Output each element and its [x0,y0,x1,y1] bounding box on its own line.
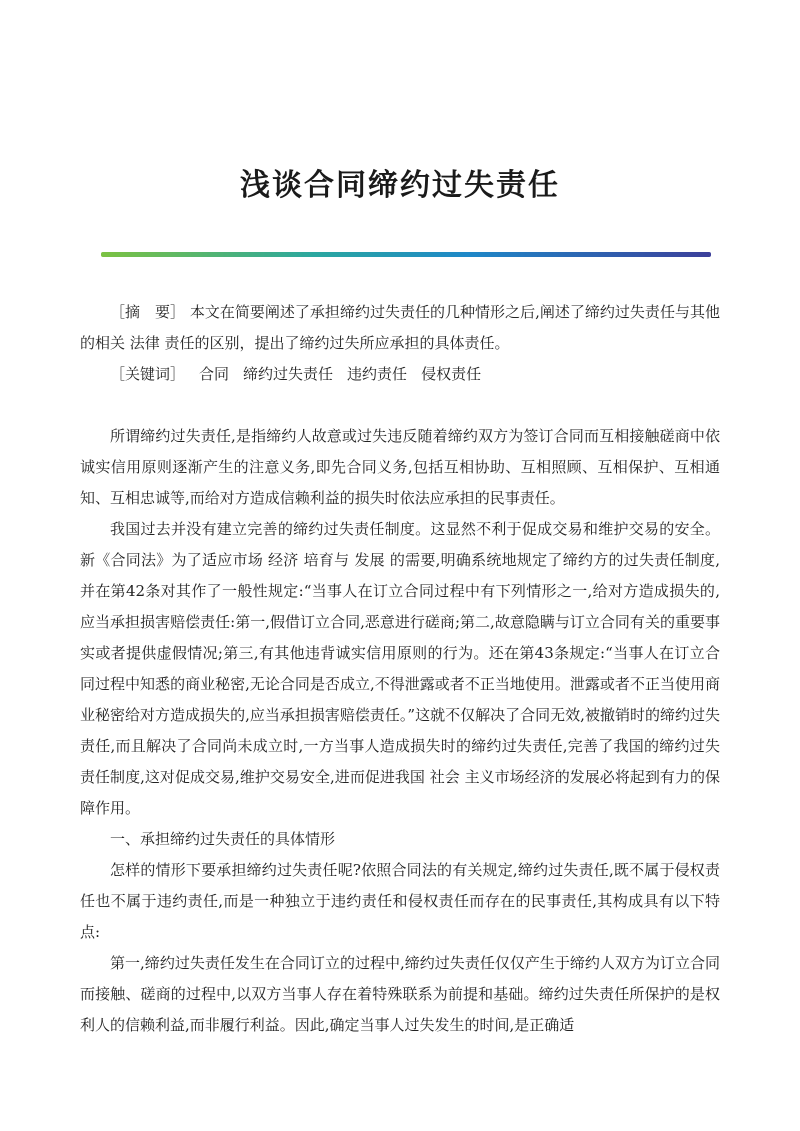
keyword-item: 合同 [199,365,230,383]
keywords [80,359,720,390]
keywords-label: ［关键词］ [110,365,186,383]
spacer [80,390,720,421]
document-title: 浅谈合同缔约过失责任 [240,168,560,203]
title-divider [101,252,711,257]
paragraph: 所谓缔约过失责任,是指缔约人故意或过失违反随着缔约双方为签订合同而互相接触磋商中依诚实信用原则逐渐产生的注意义务,即先合同义务,包括互相协助、互相照顾、互相保护、互相通知、互相忠诚等,而给对方造成信赖利益的损失时依法应承担的民事责任。 [80,427,720,507]
paragraph: 第一,缔约过失责任发生在合同订立的过程中,缔约过失责任仅仅产生于缔约人双方为订立合同而接触、磋商的过程中,以双方当事人存在着特殊联系为前提和基础。缔约过失责任所保护的是权利人的信赖利益,而非履行利益。因此,确定当事人过失发生的时间,是正确适 [80,954,720,1034]
section-heading: 一、承担缔约过失责任的具体情形 [110,830,336,848]
document-body [80,297,720,1041]
keyword-item: 缔约过失责任 [243,365,334,383]
keyword-item: 侵权责任 [421,365,482,383]
abstract [80,297,720,359]
abstract-text: 本文在简要阐述了承担缔约过失责任的几种情形之后,阐述了缔约过失责任与其他的相关 法律 责任的区别，提出了缔约过失所应承担的具体责任。 [80,303,720,352]
keyword-item: 违约责任 [347,365,408,383]
paragraph: 我国过去并没有建立完善的缔约过失责任制度。这显然不利于促成交易和维护交易的安全。新《合同法》为了适应市场 经济 培育与 发展 的需要,明确系统地规定了缔约方的过失责任制度,并在第42条对其作了一般性规定:“当事人在订立合同过程中有下列情形之一,给对方造成损失的,应当承担损害赔偿责任:第一,假借订立合同,恶意进行磋商;第二,故意隐瞒与订立合同有关的重要事实或者提供虚假情况;第三,有其他违背诚实信用原则的行为。还在第43条规定:“当事人在订立合同过程中知悉的商业秘密,无论合同是否成立,不得泄露或者不正当地使用。泄露或者不正当使用商业秘密给对方造成损失的,应当承担损害赔偿责任。”这就不仅解决了合同无效,被撤销时的缔约过失责任,而且解决了合同尚未成立时,一方当事人造成损失时的缔约过失责任,完善了我国的缔约过失责任制度,这对促成交易,维护交易安全,进而促进我国 社会 主义市场经济的发展必将起到有力的保障作用。 [80,520,720,817]
abstract-label: ［摘 要］ [110,303,186,321]
paragraph: 怎样的情形下要承担缔约过失责任呢?依照合同法的有关规定,缔约过失责任,既不属于侵权责任也不属于违约责任,而是一种独立于违约责任和侵权责任而存在的民事责任,其构成具有以下特点: [80,861,720,941]
